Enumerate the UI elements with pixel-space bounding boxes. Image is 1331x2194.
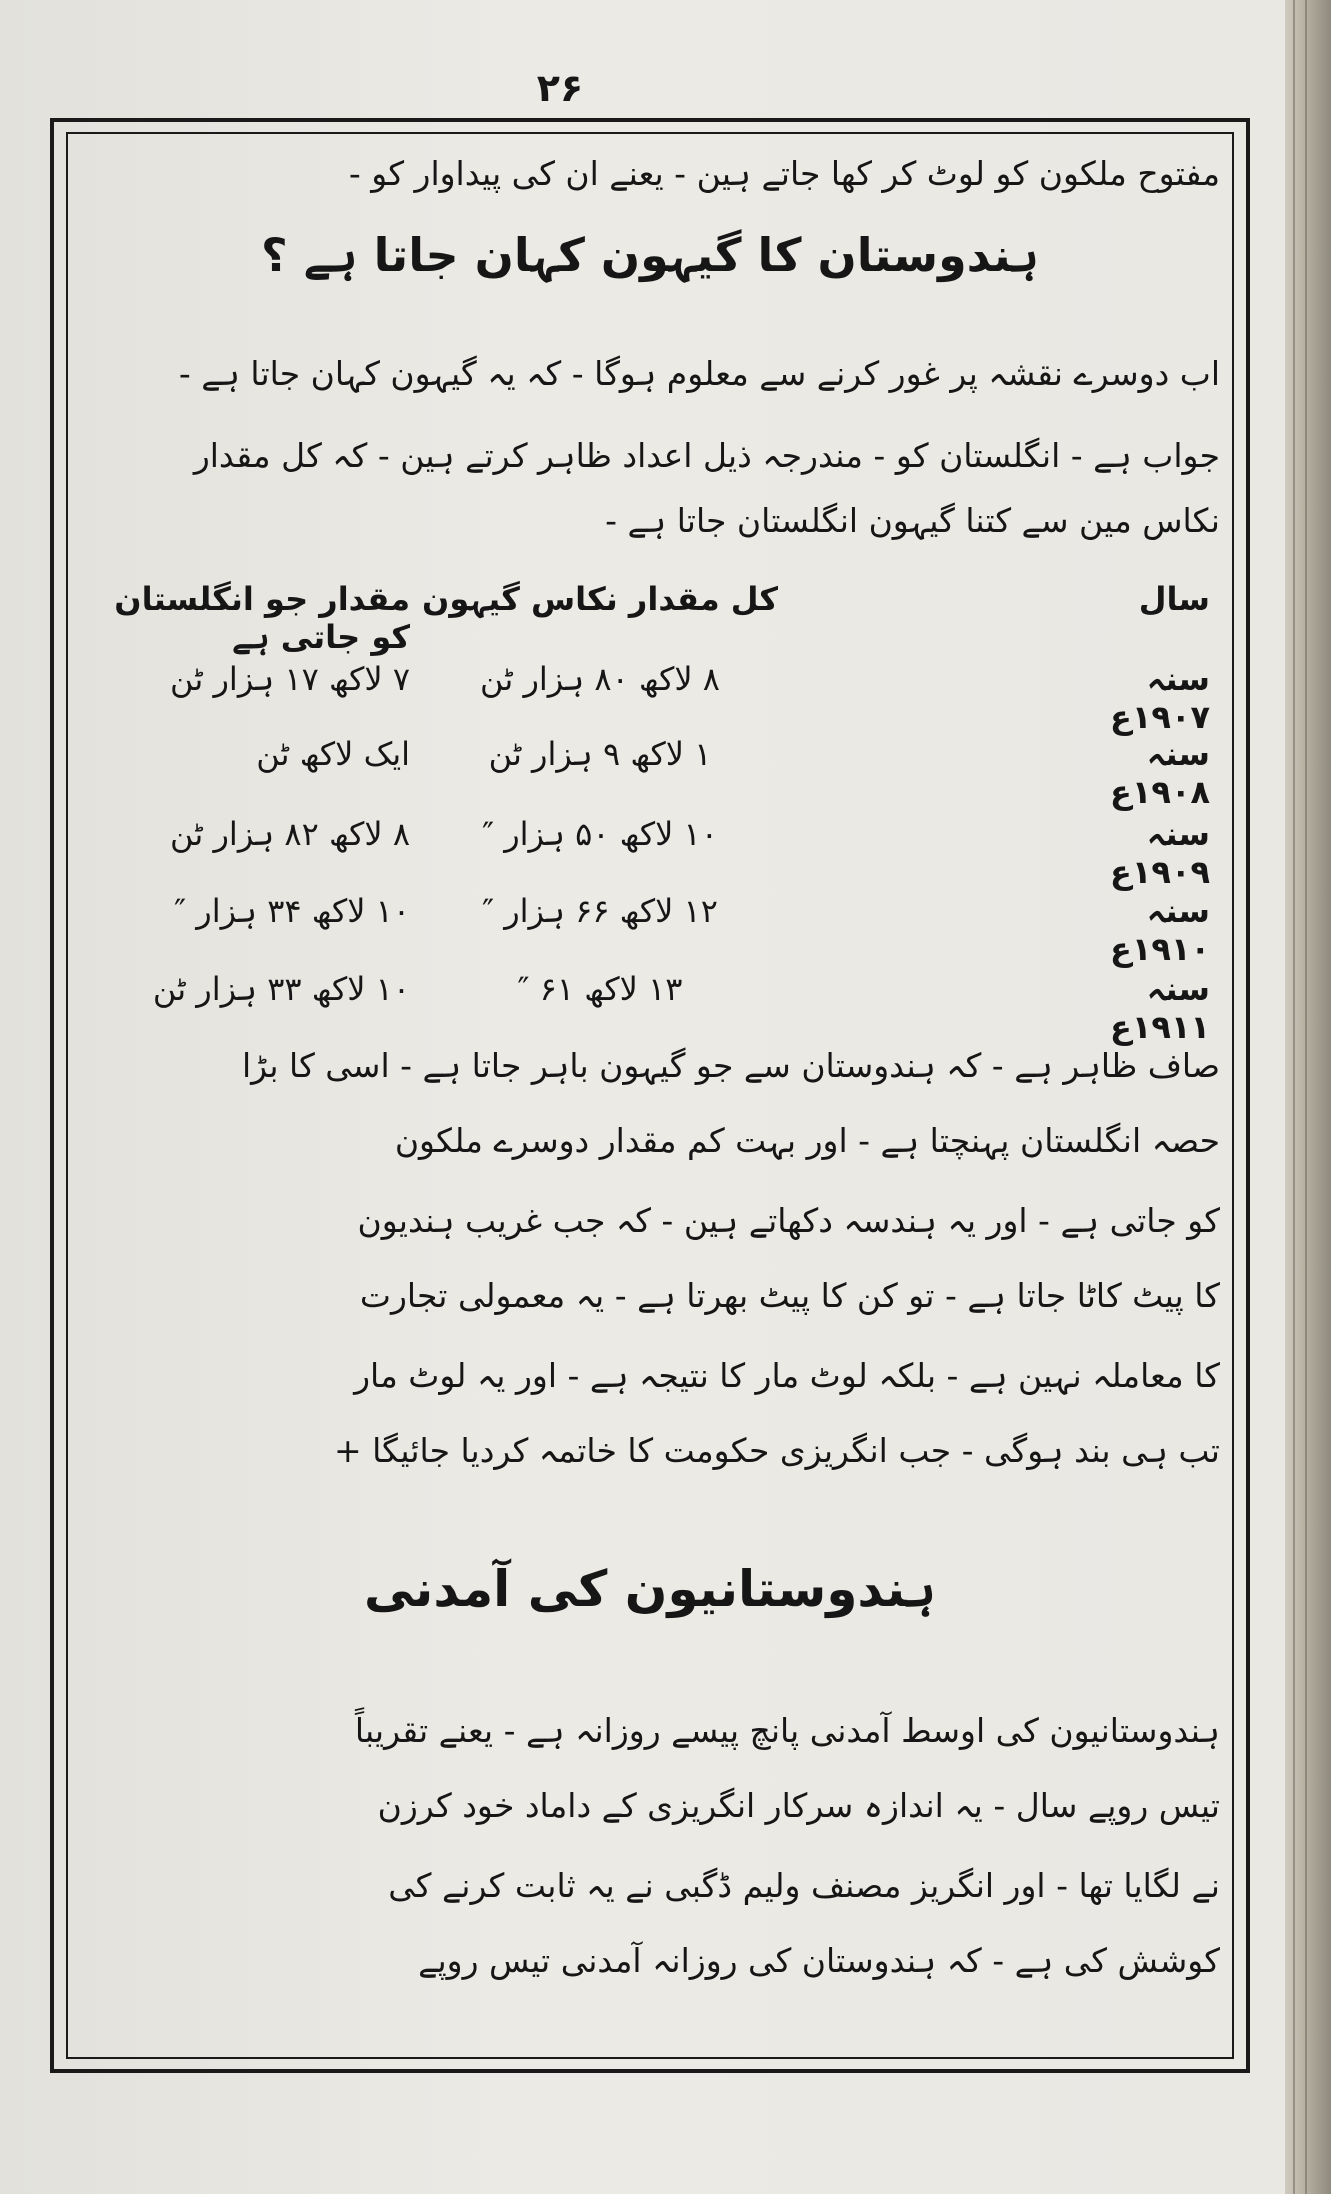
- table-header-row: [80, 580, 1220, 656]
- row-year: سنہ ۱۹۰۹ع: [1110, 815, 1210, 891]
- row-year: سنہ ۱۹۰۸ع: [1110, 735, 1210, 811]
- header-total-export: کل مقدار نکاس گیہون: [422, 580, 778, 618]
- wheat-export-heading: ہندوستان کا گیہون کہان جاتا ہے ؟: [261, 228, 1039, 282]
- paragraph-line: حصہ انگلستان پہنچتا ہے - اور بہت کم مقدار دوسرے ملکون: [394, 1121, 1220, 1160]
- paragraph-line: نے لگایا تھا - اور انگریز مصنف ولیم ڈگبی نے یہ ثابت کرنے کی: [388, 1866, 1220, 1905]
- paragraph-line: اب دوسرے نقشہ پر غور کرنے سے معلوم ہوگا - کہ یہ گیہون کہان جاتا ہے -: [178, 354, 1220, 393]
- paragraph-line: نکاس مین سے کتنا گیہون انگلستان جاتا ہے -: [605, 501, 1220, 540]
- paragraph-line: جواب ہے - انگلستان کو - مندرجہ ذیل اعداد ظاہر کرتے ہین - کہ کل مقدار: [193, 436, 1220, 475]
- spine-edge-line: [1305, 0, 1307, 2194]
- income-heading: ہندوستانیون کی آمدنی: [363, 1560, 937, 1618]
- paragraph-line: صاف ظاہر ہے - کہ ہندوستان سے جو گیہون باہر جاتا ہے - اسی کا بڑا: [242, 1046, 1220, 1085]
- row-total: ۱۰ لاکھ ۵۰ ہزار ″: [482, 815, 718, 853]
- row-england: ایک لاکھ ٹن: [256, 735, 410, 773]
- page-number: ۲۶: [536, 66, 584, 110]
- paragraph-line: ہندوستانیون کی اوسط آمدنی پانچ پیسے روزانہ ہے - یعنے تقریباً: [354, 1711, 1220, 1750]
- row-year: سنہ ۱۹۱۰ع: [1110, 892, 1210, 968]
- row-total: ۱۳ لاکھ ۶۱ ″: [517, 970, 683, 1008]
- table-row: [80, 892, 1220, 968]
- header-england-share: مقدار جو انگلستان کو جاتی ہے: [114, 580, 410, 656]
- paragraph-line: کو جاتی ہے - اور یہ ہندسہ دکھاتے ہین - کہ جب غریب ہندیون: [357, 1201, 1220, 1240]
- paragraph-line: کوشش کی ہے - کہ ہندوستان کی روزانہ آمدنی تیس روپے: [418, 1941, 1220, 1980]
- row-england: ۱۰ لاکھ ۳۴ ہزار ″: [174, 892, 410, 930]
- row-england: ۸ لاکھ ۸۲ ہزار ٹن: [170, 815, 410, 853]
- table-row: [80, 970, 1220, 1046]
- table-row: [80, 815, 1220, 891]
- table-row: [80, 660, 1220, 736]
- row-total: ۸ لاکھ ۸۰ ہزار ٹن: [480, 660, 720, 698]
- table-row: [80, 735, 1220, 811]
- row-england: ۱۰ لاکھ ۳۳ ہزار ٹن: [152, 970, 410, 1008]
- paragraph-line: کا پیٹ کاٹا جاتا ہے - تو کن کا پیٹ بھرتا ہے - یہ معمولی تجارت: [359, 1276, 1220, 1315]
- intro-line: مفتوح ملکون کو لوٹ کر کھا جاتے ہین - یعنے ان کی پیداوار کو -: [348, 154, 1220, 193]
- paragraph-line: کا معاملہ نہین ہے - بلکہ لوٹ مار کا نتیجہ ہے - اور یہ لوٹ مار: [354, 1356, 1220, 1395]
- row-year: سنہ ۱۹۰۷ع: [1110, 660, 1210, 736]
- book-spine: [1285, 0, 1331, 2194]
- row-england: ۷ لاکھ ۱۷ ہزار ٹن: [170, 660, 410, 698]
- row-total: ۱۲ لاکھ ۶۶ ہزار ″: [482, 892, 718, 930]
- spine-edge-line: [1293, 0, 1295, 2194]
- page-border-inner: [66, 132, 1234, 2059]
- row-total: ۱ لاکھ ۹ ہزار ٹن: [488, 735, 712, 773]
- row-year: سنہ ۱۹۱۱ع: [1110, 970, 1210, 1046]
- paragraph-line: تب ہی بند ہوگی - جب انگریزی حکومت کا خاتمہ کردیا جائیگا +: [333, 1431, 1220, 1470]
- header-year: سال: [1138, 580, 1210, 618]
- paragraph-line: تیس روپے سال - یہ اندازہ سرکار انگریزی کے داماد خود کرزن: [377, 1786, 1220, 1825]
